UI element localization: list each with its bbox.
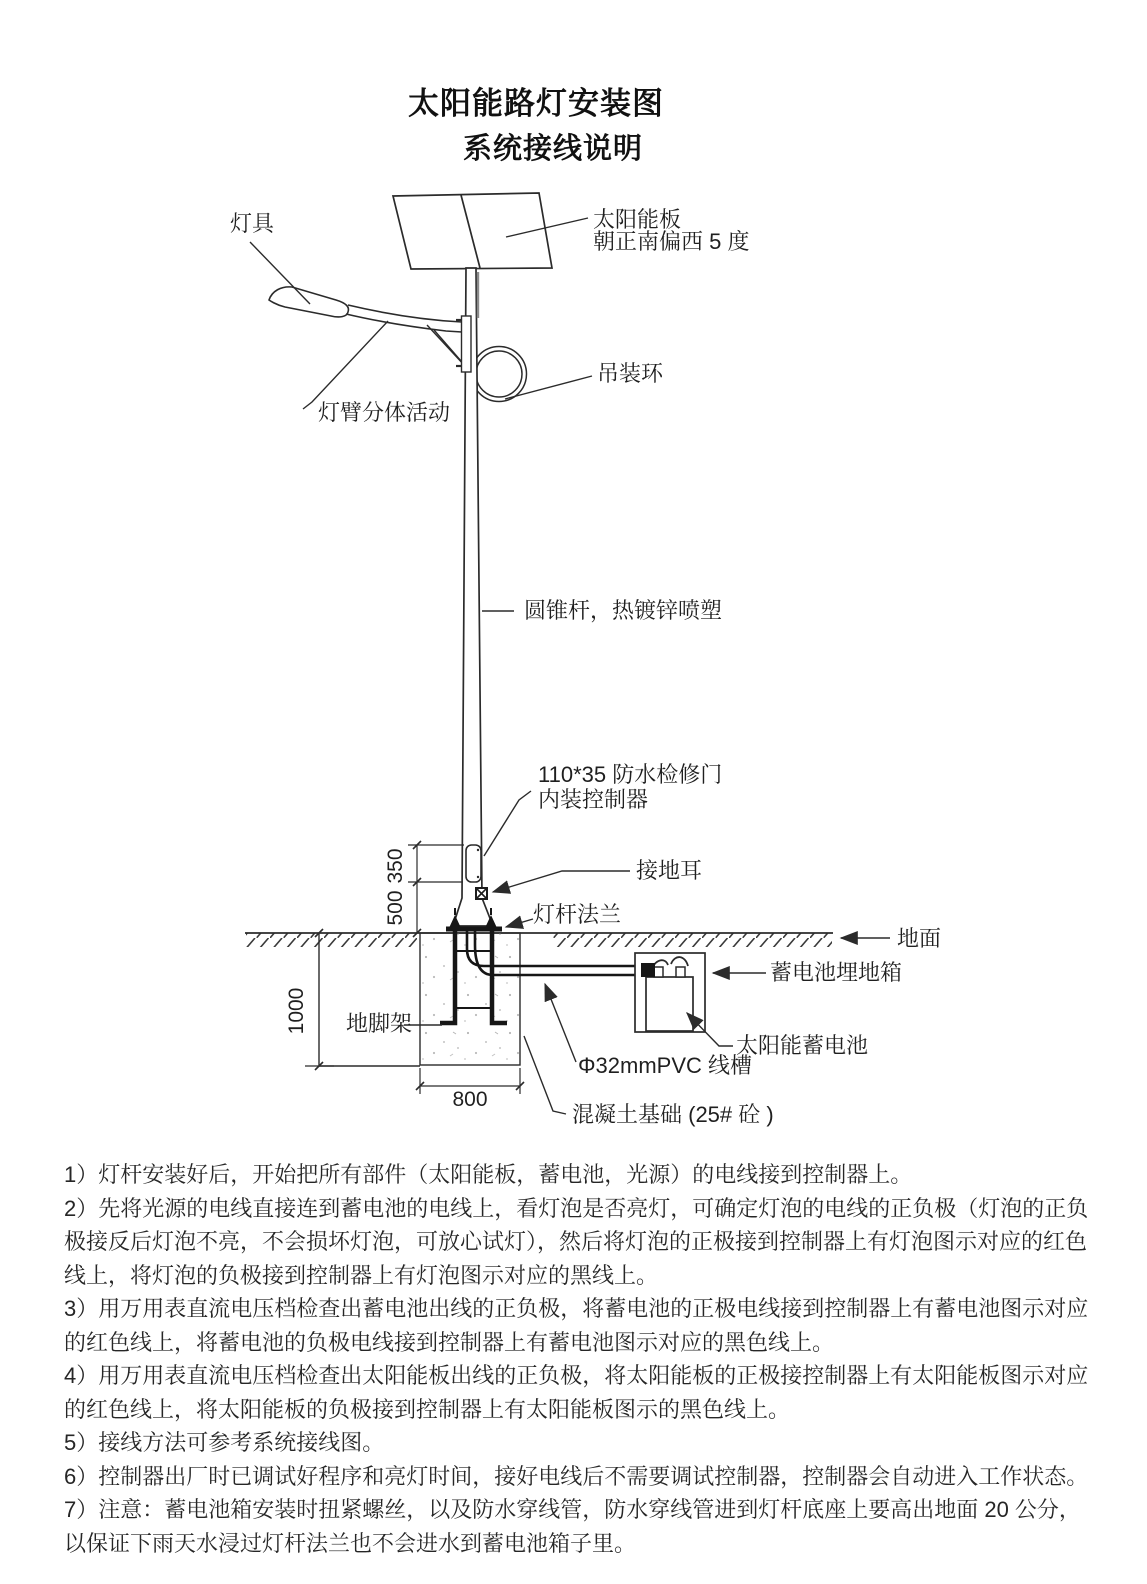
instruction-item: 5）接线方法可参考系统接线图。 [64,1430,385,1455]
solar-panel [393,193,552,269]
lifting-ring-label: 吊装环 [597,361,664,386]
controller-label: 内装控制器 [538,787,649,812]
page-title: 太阳能路灯安装图 [408,86,664,121]
ground-label: 地面 [897,926,942,951]
anchor-frame-label: 地脚架 [346,1011,413,1036]
grounding-ear [476,888,487,899]
flange-label: 灯杆法兰 [533,902,622,927]
dim-1000: 1000 [285,987,308,1035]
dim-350: 350 [384,848,407,884]
lifting-ring [472,347,527,402]
diagram-labels [230,207,941,1127]
pvc-conduit-label: Φ32mmPVC 线槽 [578,1053,753,1078]
lamp-arm-label: 灯臂分体活动 [318,400,451,425]
dim-800: 800 [452,1088,488,1111]
battery-label: 太阳能蓄电池 [736,1033,869,1058]
lamp-arm [346,305,471,372]
lamp-label: 灯具 [230,211,275,236]
grounding-ear-label: 接地耳 [636,858,703,883]
dim-500: 500 [384,890,407,926]
wiring-instructions [64,1158,1098,1560]
instruction-item: 6）控制器出厂时已调试好程序和亮灯时间，接好电线后不需要调试控制器，控制器会自动进入工作状态。 [64,1463,1089,1489]
solar-panel-orientation-label: 朝正南偏西 5 度 [593,229,750,254]
access-door [466,845,481,882]
instruction-item: 1）灯杆安装好后，开始把所有部件（太阳能板，蓄电池，光源）的电线接到控制器上。 [64,1162,913,1187]
pole-label: 圆锥杆，热镀锌喷塑 [524,598,723,623]
access-door-label: 110*35 防水检修门 [538,762,723,787]
solar-panel-label: 太阳能板 [593,207,682,232]
foundation-label: 混凝土基础 (25# 砼 ) [572,1102,774,1127]
instruction-item: 7）注意：蓄电池箱安装时扭紧螺丝，以及防水穿线管，防水穿线管进到灯杆底座上要高出地面 20 公分，以保证下雨天水浸过灯杆法兰也不会进水到蓄电池箱子里。 [64,1497,1081,1556]
instruction-item: 2）先将光源的电线直接连到蓄电池的电线上，看灯泡是否亮灯，可确定灯泡的电线的正负极（灯泡的正负极接反后灯泡不亮，不会损坏灯泡，可放心试灯），然后将灯泡的正极接到控制器上有灯泡图示对应的红色线上，将灯泡的负极接到控制器上有灯泡图示对应的黑线上。 [64,1195,1089,1288]
instruction-item: 3）用万用表直流电压档检查出蓄电池出线的正负极，将蓄电池的正极电线接到控制器上有蓄电池图示对应的红色线上，将蓄电池的负极电线接到控制器上有蓄电池图示对应的黑色线上。 [64,1296,1089,1355]
ground-surface [245,933,833,947]
page-subtitle: 系统接线说明 [462,133,644,165]
battery-box-label: 蓄电池埋地箱 [770,960,903,985]
instruction-item: 4）用万用表直流电压档检查出太阳能板出线的正负极，将太阳能板的正极接控制器上有太阳能板图示对应的红色线上，将太阳能板的负极接到控制器上有太阳能板图示的黑色线上。 [64,1363,1089,1422]
